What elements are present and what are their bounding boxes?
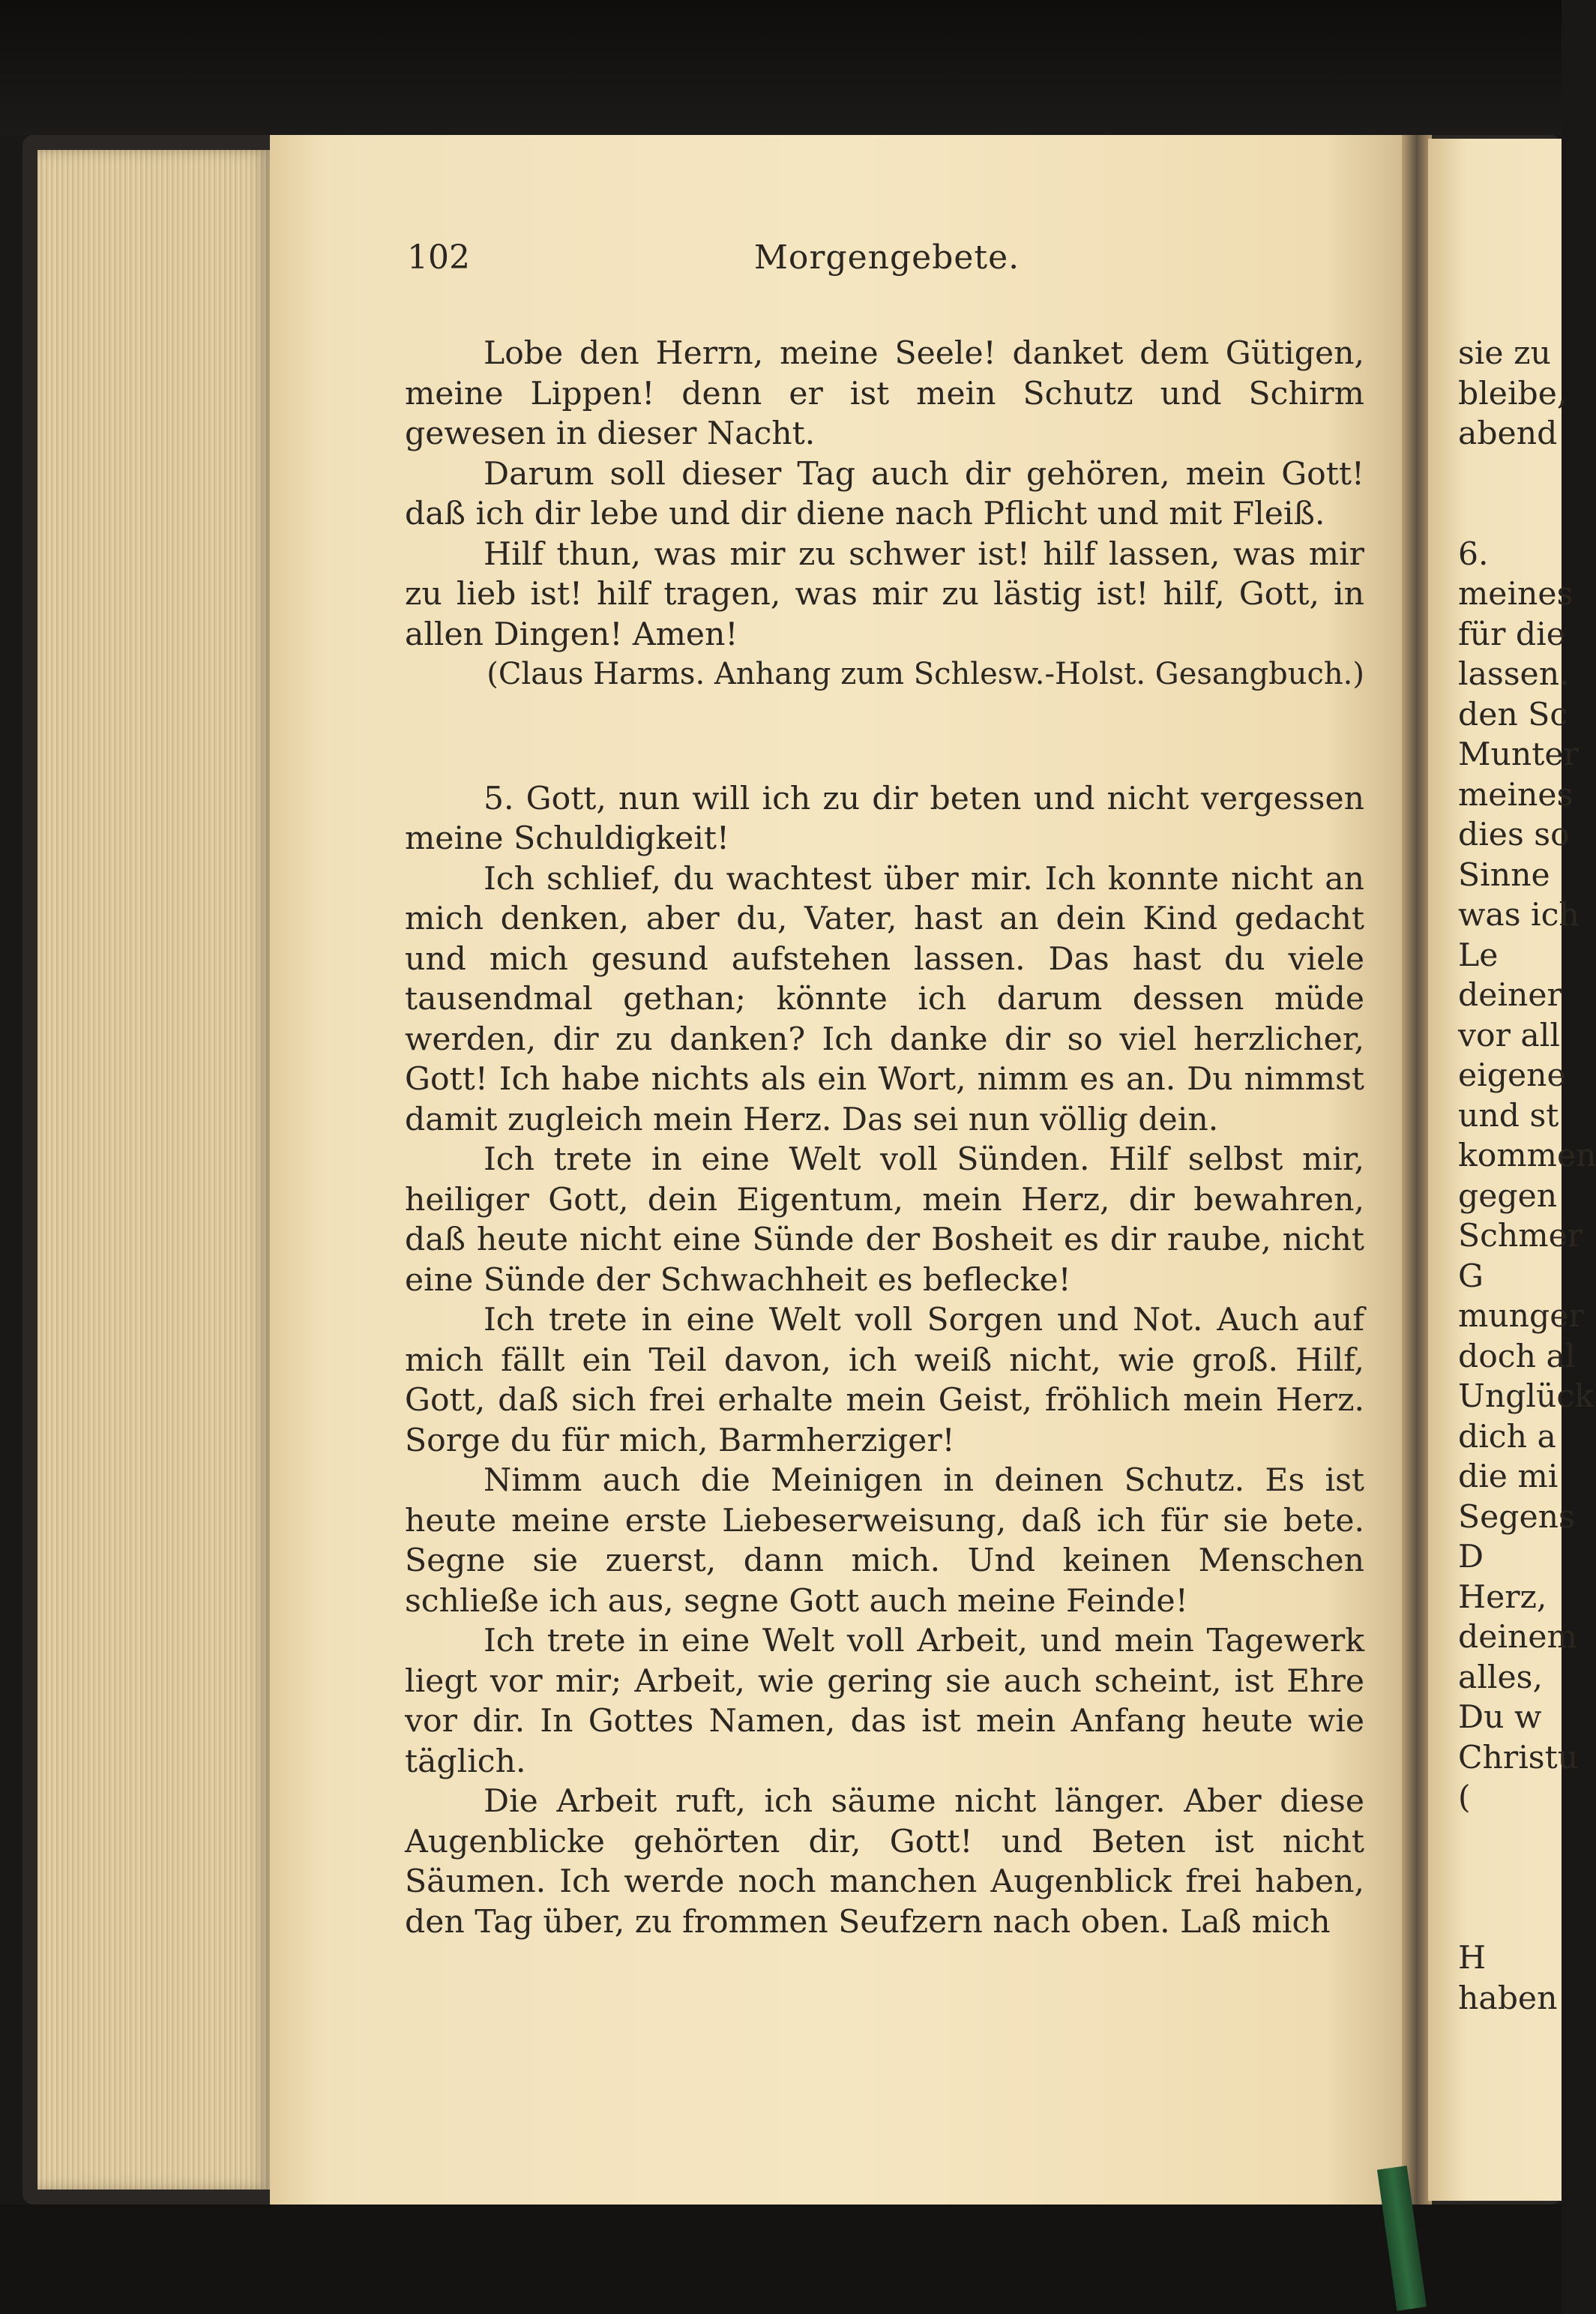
adjacent-line: Du w bbox=[1458, 1699, 1542, 1736]
adjacent-line: deinem bbox=[1458, 1619, 1577, 1656]
adjacent-line: alles, bbox=[1458, 1659, 1543, 1696]
adjacent-line: kommen bbox=[1458, 1138, 1596, 1174]
adjacent-line: den Sc bbox=[1458, 696, 1568, 733]
adjacent-line: eigene bbox=[1458, 1057, 1566, 1094]
adjacent-line: Sinne bbox=[1458, 856, 1550, 894]
adjacent-line bbox=[1458, 454, 1563, 495]
adjacent-line: Herz, bbox=[1458, 1578, 1547, 1616]
prayer-5-paragraph-2: Ich schlief, du wachtest über mir. Ich konnte nicht an mich denken, aber du, Vater, hast an dein Kind gedacht und mich gesund aufstehen lassen. Das hast du viele tausendmal gethan; könnte ich darum dessen müde werden, dir zu danken? Ich danke dir so viel herzlicher, Gott! Ich habe nichts als ein Wort, nimm es an. Du nimmst damit zugleich mein Herz. Das sei nun völlig dein. bbox=[405, 860, 1364, 1138]
book-gutter bbox=[1402, 135, 1432, 2205]
adjacent-line: Munter bbox=[1458, 736, 1579, 773]
section-gap bbox=[405, 695, 1364, 779]
scan-background-bottom bbox=[0, 2205, 1562, 2314]
adjacent-line: für die bbox=[1458, 616, 1565, 653]
adjacent-line: Le bbox=[1458, 937, 1499, 974]
adjacent-line: doch al bbox=[1458, 1338, 1576, 1375]
prayer-4-paragraph-2: Darum soll dieser Tag auch dir gehören, mein Gott! daß ich dir lebe und dir diene nach Pflicht und mit Fleiß. bbox=[405, 455, 1364, 532]
prayer-5-paragraph-5: Nimm auch die Meinigen in deinen Schutz. Es ist heute meine erste Liebeserweisung, daß ich für sie bete. Segne sie zuerst, dann mich. Und keinen Menschen schließe ich aus, segne Gott auch meine Feinde! bbox=[405, 1462, 1364, 1620]
page-body bbox=[405, 334, 1364, 1942]
adjacent-line: D bbox=[1458, 1539, 1484, 1575]
page-number: 102 bbox=[407, 238, 470, 277]
adjacent-line: Schmer bbox=[1458, 1218, 1583, 1254]
adjacent-line: gegen bbox=[1458, 1177, 1558, 1215]
adjacent-line: haben bbox=[1458, 1980, 1558, 2017]
adjacent-line: Christu bbox=[1458, 1739, 1579, 1776]
adjacent-line: vor all bbox=[1458, 1017, 1560, 1054]
prayer-5-paragraph-4: Ich trete in eine Welt voll Sorgen und Not. Auch auf mich fällt ein Teil davon, ich weiß nicht, wie groß. Hilf, Gott, daß sich frei erhalte mein Geist, fröhlich mein Herz. Sorge du für mich, Barmherziger! bbox=[405, 1302, 1364, 1459]
adjacent-line: H bbox=[1458, 1940, 1487, 1977]
adjacent-line bbox=[1458, 494, 1563, 535]
prayer-5-paragraph-3: Ich trete in eine Welt voll Sünden. Hilf selbst mir, heiliger Gott, dein Eigentum, mein Herz, dir bewahren, daß heute nicht eine Sünde der Bosheit es dir raube, nicht eine Sünde der Schwachheit es beflecke! bbox=[405, 1141, 1364, 1299]
adjacent-line: deiner bbox=[1458, 977, 1562, 1014]
prayer-5-paragraph-7: Die Arbeit ruft, ich säume nicht länger. Aber diese Augenblicke gehörten dir, Gott! und Beten ist nicht Säumen. Ich werde noch manchen Augenblick frei haben, den Tag über, zu frommen Seufzern nach oben. Laß mich bbox=[405, 1783, 1364, 1941]
adjacent-line: dies so bbox=[1458, 817, 1570, 853]
adjacent-line: abend bbox=[1458, 415, 1558, 452]
page-edges bbox=[37, 150, 270, 2190]
prayer-4-paragraph-3: Hilf thun, was mir zu schwer ist! hilf lassen, was mir zu lieb ist! hilf tragen, was mir zu lästig ist! hilf, Gott, in allen Dingen! Amen! bbox=[405, 535, 1364, 653]
adjacent-line: G bbox=[1458, 1257, 1484, 1295]
prayer-5-heading-paragraph: 5. Gott, nun will ich zu dir beten und nicht vergessen meine Schuldigkeit! bbox=[405, 780, 1364, 857]
adjacent-line: und st bbox=[1458, 1097, 1559, 1135]
adjacent-line: dich a bbox=[1458, 1418, 1556, 1455]
adjacent-line: ( bbox=[1458, 1779, 1471, 1816]
adjacent-line: die mi bbox=[1458, 1458, 1559, 1495]
adjacent-page-text bbox=[1458, 334, 1596, 2019]
adjacent-line: was ich bbox=[1458, 897, 1580, 934]
adjacent-line bbox=[1458, 1899, 1563, 1939]
scan-background-top bbox=[0, 0, 1562, 135]
prayer-5-paragraph-6: Ich trete in eine Welt voll Arbeit, und mein Tagewerk liegt vor mir; Arbeit, wie gering sie auch scheint, ist Ehre vor dir. In Gottes Namen, das ist mein Anfang heute wie täglich. bbox=[405, 1623, 1364, 1780]
adjacent-line: meines bbox=[1458, 576, 1574, 613]
running-head: Morgengebete. bbox=[753, 238, 1020, 277]
adjacent-line: sie zu bbox=[1458, 335, 1551, 372]
adjacent-line: Unglück bbox=[1458, 1378, 1594, 1415]
adjacent-line: Segens bbox=[1458, 1498, 1575, 1536]
prayer-4-attribution: (Claus Harms. Anhang zum Schlesw.-Holst. Gesangbuch.) bbox=[487, 657, 1364, 691]
adjacent-line: meines bbox=[1458, 776, 1574, 814]
page-header bbox=[407, 238, 1367, 291]
adjacent-line: bleibe, bbox=[1458, 375, 1568, 412]
prayer-4-paragraph-1: Lobe den Herrn, meine Seele! danket dem Gütigen, meine Lippen! denn er ist mein Schutz und Schirm gewesen in dieser Nacht. bbox=[405, 335, 1364, 452]
adjacent-line: munger bbox=[1458, 1298, 1584, 1335]
adjacent-line bbox=[1458, 1858, 1563, 1899]
adjacent-line bbox=[1458, 1818, 1563, 1859]
adjacent-line: lassen. bbox=[1458, 656, 1570, 693]
adjacent-line: 6. bbox=[1458, 535, 1489, 573]
